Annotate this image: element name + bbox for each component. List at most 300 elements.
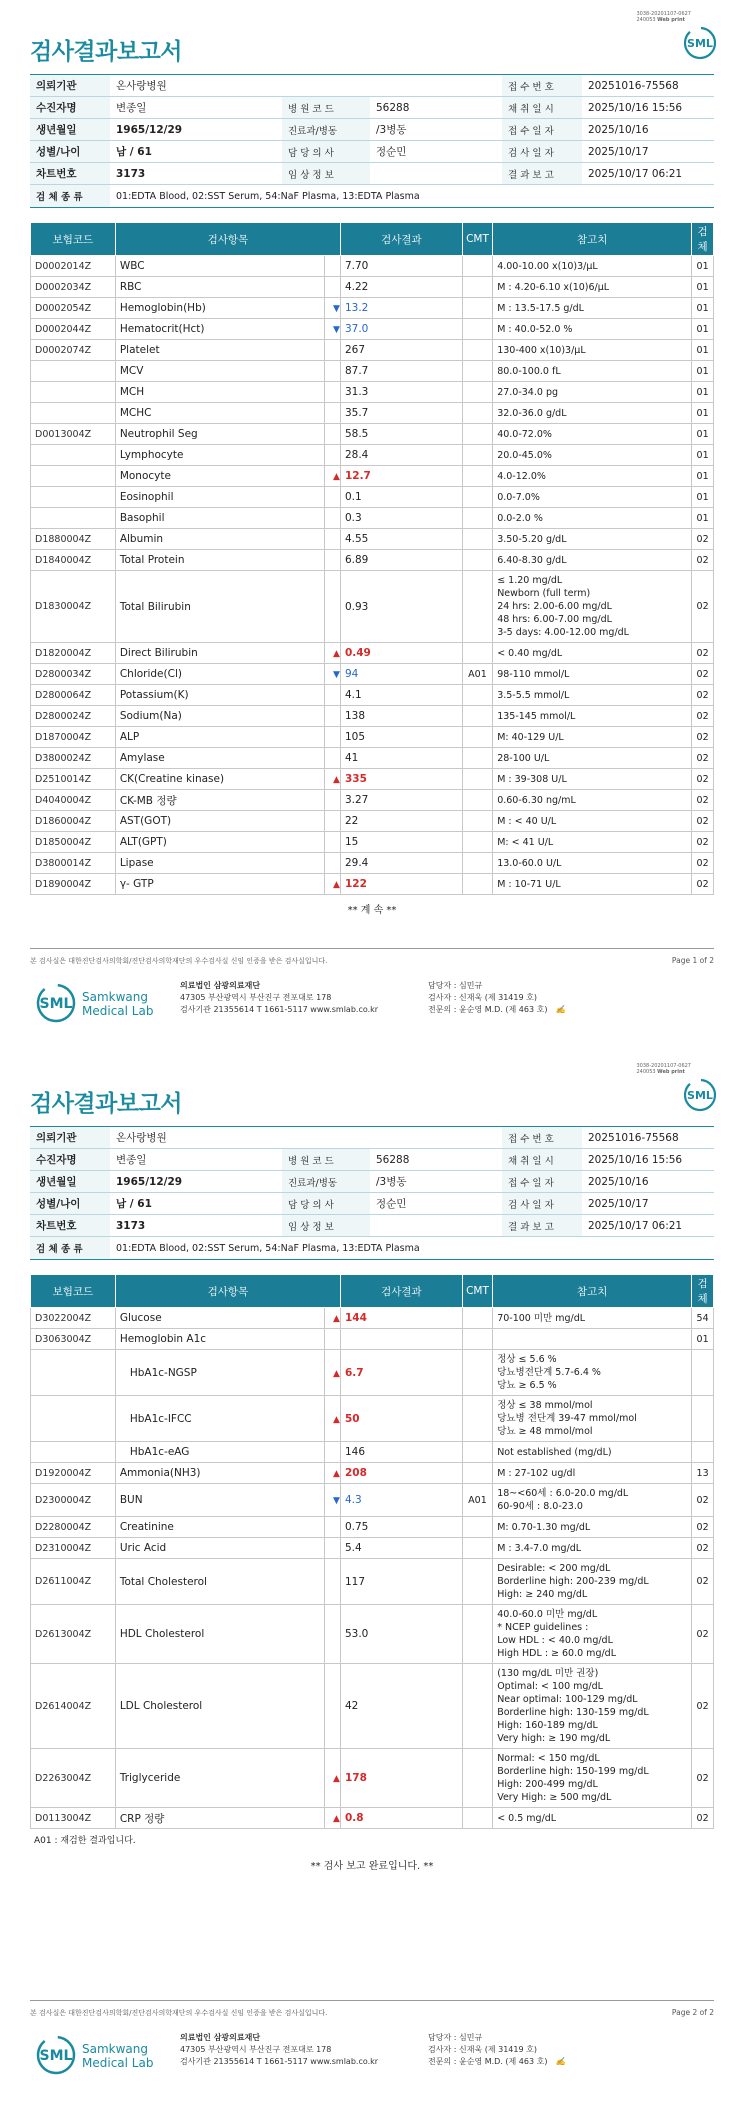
exam-date-label: 검 사 일 자: [502, 1193, 582, 1215]
table-header-row: [31, 1275, 714, 1308]
flag-cell: [324, 1605, 340, 1664]
test-item: Basophil: [115, 508, 324, 529]
flag-cell: [324, 706, 340, 727]
table-row: [31, 340, 714, 361]
footer-address-line: 47305 부산광역시 부산진구 전포대로 178: [180, 2045, 332, 2054]
print-meta: [636, 1063, 691, 1075]
flag-cell: [324, 424, 340, 445]
flag-cell: [324, 571, 340, 643]
institution-value: 온사랑병원: [110, 1127, 502, 1149]
test-item: WBC: [115, 256, 324, 277]
specimen-code: [692, 1396, 714, 1442]
specimen-code: 01: [692, 382, 714, 403]
table-row: [31, 466, 714, 487]
test-item: Direct Bilirubin: [115, 643, 324, 664]
specimen-code: 02: [692, 769, 714, 790]
header-specimen: 검체: [692, 1275, 714, 1308]
specimen-label: 검 체 종 류: [30, 1237, 110, 1260]
reference-range: [493, 1308, 692, 1329]
test-item: Lymphocyte: [115, 445, 324, 466]
insurance-code: D3063004Z: [31, 1329, 116, 1350]
test-item: Eosinophil: [115, 487, 324, 508]
low-flag-icon: ▼: [324, 319, 340, 340]
table-row: [31, 1749, 714, 1808]
insurance-code: D0113004Z: [31, 1808, 116, 1829]
reference-range: [493, 487, 692, 508]
clinical-value: [370, 1215, 502, 1237]
sex-age-label: 성별/나이: [30, 141, 110, 163]
reference-line: Optimal: < 100 mg/dL: [497, 1681, 603, 1692]
cmt-code: [462, 340, 492, 361]
insurance-code: D3022004Z: [31, 1308, 116, 1329]
samkwang-logo: [36, 2032, 196, 2078]
sex-age-value: 남 / 61: [110, 1193, 282, 1215]
footer-divider: [30, 948, 714, 949]
reference-line: M : 10-71 U/L: [497, 878, 561, 890]
table-row: [31, 874, 714, 895]
institution-value: 온사랑병원: [110, 75, 502, 97]
test-result: 208: [340, 1463, 462, 1484]
collect-value: 2025/10/16 15:56: [582, 1149, 714, 1171]
table-row: [31, 487, 714, 508]
chart-label: 차트번호: [30, 1215, 110, 1237]
cmt-code: [462, 769, 492, 790]
specimen-code: 02: [692, 685, 714, 706]
specimen-code: 02: [692, 1538, 714, 1559]
reference-range: [493, 403, 692, 424]
table-row: [31, 1808, 714, 1829]
flag-cell: [324, 382, 340, 403]
name-label: 수진자명: [30, 1149, 110, 1171]
header-item: 검사항목: [115, 1275, 340, 1308]
reference-range: [493, 874, 692, 895]
test-item: HbA1c-IFCC: [115, 1396, 324, 1442]
reference-line: < 0.40 mg/dL: [497, 647, 563, 659]
test-item: Monocyte: [115, 466, 324, 487]
test-result: 138: [340, 706, 462, 727]
table-row: [31, 319, 714, 340]
reference-line: M : 4.20-6.10 x(10)6/μL: [497, 281, 610, 293]
table-row: [31, 1308, 714, 1329]
cmt-code: [462, 1808, 492, 1829]
test-result: 4.55: [340, 529, 462, 550]
specimen-code: 02: [692, 1808, 714, 1829]
specimen-code: 01: [692, 424, 714, 445]
reference-line: 98-110 mmol/L: [497, 668, 570, 680]
reference-line: ≤ 1.20 mg/dL: [497, 575, 563, 586]
reference-line: 32.0-36.0 g/dL: [497, 407, 567, 419]
reference-line: Near optimal: 100-129 mg/dL: [497, 1694, 638, 1705]
header-cmt: CMT: [462, 1275, 492, 1308]
reference-line: 135-145 mmol/L: [497, 710, 576, 722]
test-result: 42: [340, 1664, 462, 1749]
reference-line: 40.0-72.0%: [497, 428, 552, 440]
reference-range: [493, 466, 692, 487]
reference-line: Newborn (full term): [497, 588, 591, 599]
dob-label: 생년월일: [30, 119, 110, 141]
reference-line: (130 mg/dL 미만 권장): [497, 1668, 599, 1679]
header-cmt: CMT: [462, 223, 492, 256]
test-item: ALP: [115, 727, 324, 748]
insurance-code: D0002074Z: [31, 340, 116, 361]
cmt-code: A01: [462, 664, 492, 685]
report-label: 결 과 보 고: [502, 163, 582, 185]
test-result: 28.4: [340, 445, 462, 466]
reference-line: M : 13.5-17.5 g/dL: [497, 302, 584, 314]
header-item: 검사항목: [115, 223, 340, 256]
flag-cell: [324, 256, 340, 277]
header-ref: 참고치: [493, 1275, 692, 1308]
reference-line: 28-100 U/L: [497, 752, 550, 764]
insurance-code: D1920004Z: [31, 1463, 116, 1484]
collect-label: 채 취 일 시: [502, 1149, 582, 1171]
test-item: Albumin: [115, 529, 324, 550]
reference-line: 정상 ≤ 38 mmol/mol: [497, 1400, 593, 1411]
table-row: [31, 832, 714, 853]
reference-range: [493, 319, 692, 340]
test-item: Uric Acid: [115, 1538, 324, 1559]
reference-range: [493, 445, 692, 466]
insurance-code: D1840004Z: [31, 550, 116, 571]
test-result: 6.89: [340, 550, 462, 571]
test-item: Total Cholesterol: [115, 1559, 324, 1605]
reference-range: [493, 1517, 692, 1538]
high-flag-icon: ▲: [324, 1463, 340, 1484]
reference-line: 20.0-45.0%: [497, 449, 552, 461]
footer-signers: [428, 2032, 565, 2068]
dept-value: /3병동: [370, 1171, 502, 1193]
high-flag-icon: ▲: [324, 874, 340, 895]
logo-line-2: Medical Lab: [82, 2056, 154, 2070]
reference-line: 3-5 days: 4.00-12.00 mg/dL: [497, 627, 629, 638]
flag-cell: [324, 1329, 340, 1350]
reference-line: 4.00-10.00 x(10)3/μL: [497, 260, 598, 272]
doctor-value: 정순민: [370, 1193, 502, 1215]
test-item: RBC: [115, 277, 324, 298]
report-value: 2025/10/17 06:21: [582, 163, 714, 185]
reference-line: 0.0-7.0%: [497, 491, 540, 503]
report-title: 검사결과보고서: [30, 1091, 183, 1117]
specimen-code: 02: [692, 1484, 714, 1517]
test-result: 4.3: [340, 1484, 462, 1517]
insurance-code: D2800024Z: [31, 706, 116, 727]
test-result: 94: [340, 664, 462, 685]
reference-range: [493, 1559, 692, 1605]
receipt-date-value: 2025/10/16: [582, 1171, 714, 1193]
reference-line: Low HDL : < 40.0 mg/dL: [497, 1635, 613, 1646]
table-row: [31, 1463, 714, 1484]
insurance-code: D1830004Z: [31, 571, 116, 643]
flag-cell: [324, 361, 340, 382]
high-flag-icon: ▲: [324, 466, 340, 487]
results-table-page-2: [30, 1274, 714, 1829]
cmt-code: [462, 643, 492, 664]
institution-label: 의뢰기관: [30, 75, 110, 97]
test-item: Triglyceride: [115, 1749, 324, 1808]
insurance-code: [31, 466, 116, 487]
header-code: 보험코드: [31, 1275, 116, 1308]
specimen-code: 02: [692, 811, 714, 832]
sex-age-value: 남 / 61: [110, 141, 282, 163]
reference-range: [493, 853, 692, 874]
results-table-page-1: [30, 222, 714, 895]
specimen-code: 02: [692, 1559, 714, 1605]
reference-line: 24 hrs: 2.00-6.00 mg/dL: [497, 601, 612, 612]
table-row: [31, 1517, 714, 1538]
insurance-code: D2263004Z: [31, 1749, 116, 1808]
sml-logo-icon: [683, 26, 717, 60]
flag-cell: [324, 832, 340, 853]
samkwang-logo: [36, 980, 196, 1026]
test-item: γ- GTP: [115, 874, 324, 895]
test-item: Neutrophil Seg: [115, 424, 324, 445]
collect-value: 2025/10/16 15:56: [582, 97, 714, 119]
cmt-code: A01: [462, 1484, 492, 1517]
table-row: [31, 853, 714, 874]
reference-line: Not established (mg/dL): [497, 1446, 612, 1458]
reference-line: 27.0-34.0 pg: [497, 386, 559, 398]
receipt-no-label: 접 수 번 호: [502, 75, 582, 97]
test-result: 146: [340, 1442, 462, 1463]
page-2: [0, 1052, 744, 2104]
specimen-label: 검 체 종 류: [30, 185, 110, 208]
cmt-code: [462, 706, 492, 727]
cmt-code: [462, 550, 492, 571]
reference-line: 4.0-12.0%: [497, 470, 546, 482]
continue-notice: ** 계 속 **: [347, 905, 397, 916]
reference-line: < 0.5 mg/dL: [497, 1812, 557, 1824]
test-result: 6.7: [340, 1350, 462, 1396]
specimen-code: 02: [692, 1605, 714, 1664]
name-value: 변종일: [110, 97, 282, 119]
reference-range: [493, 1329, 692, 1350]
test-result: 37.0: [340, 319, 462, 340]
cmt-code: [462, 403, 492, 424]
flag-cell: [324, 508, 340, 529]
cmt-code: [462, 424, 492, 445]
table-row: [31, 256, 714, 277]
specimen-code: 02: [692, 1664, 714, 1749]
cmt-code: [462, 1605, 492, 1664]
test-item: Amylase: [115, 748, 324, 769]
reference-range: [493, 832, 692, 853]
print-meta-id: 3038-20201107-0627: [636, 1063, 691, 1069]
specimen-code: 01: [692, 508, 714, 529]
exam-date-value: 2025/10/17: [582, 1193, 714, 1215]
reference-line: Very High: ≥ 500 mg/dL: [497, 1792, 612, 1803]
svg-text:SML: SML: [39, 996, 73, 1012]
cmt-code: [462, 1664, 492, 1749]
footer-address-line: 47305 부산광역시 부산진구 전포대로 178: [180, 993, 332, 1002]
insurance-code: D3800014Z: [31, 853, 116, 874]
specimen-code: 02: [692, 571, 714, 643]
table-row: [31, 706, 714, 727]
test-item: Platelet: [115, 340, 324, 361]
reference-line: 80.0-100.0 fL: [497, 365, 561, 377]
header-specimen: 검체: [692, 223, 714, 256]
specialist-value: 윤순영 M.D. (제 463 호): [458, 1005, 548, 1014]
signature-mark: ✍: [555, 2057, 566, 2066]
test-result: 4.22: [340, 277, 462, 298]
header-code: 보험코드: [31, 223, 116, 256]
print-label: Web print: [657, 17, 685, 23]
table-row: [31, 1605, 714, 1664]
test-result: 105: [340, 727, 462, 748]
insurance-code: D2800034Z: [31, 664, 116, 685]
table-row: [31, 1329, 714, 1350]
name-value: 변종일: [110, 1149, 282, 1171]
test-result: 178: [340, 1749, 462, 1808]
print-label: Web print: [657, 1069, 685, 1075]
test-item: Lipase: [115, 853, 324, 874]
specialist-label: 전문의 :: [428, 1005, 457, 1014]
hospital-code-label: 병 원 코 드: [282, 97, 370, 119]
reference-line: 당뇨 ≥ 6.5 %: [497, 1380, 557, 1391]
high-flag-icon: ▲: [324, 1808, 340, 1829]
receipt-date-label: 접 수 일 자: [502, 119, 582, 141]
test-item: Total Bilirubin: [115, 571, 324, 643]
table-row: [31, 298, 714, 319]
reference-range: [493, 769, 692, 790]
flag-cell: [324, 487, 340, 508]
print-meta-code: 240053: [636, 17, 656, 23]
receipt-date-label: 접 수 일 자: [502, 1171, 582, 1193]
specimen-code: 02: [692, 727, 714, 748]
table-row: [31, 1442, 714, 1463]
test-result: 0.49: [340, 643, 462, 664]
reference-line: M: 0.70-1.30 mg/dL: [497, 1521, 591, 1533]
cmt-code: [462, 445, 492, 466]
cmt-code: [462, 853, 492, 874]
svg-text:SML: SML: [39, 2048, 73, 2064]
table-row: [31, 769, 714, 790]
table-row: [31, 1538, 714, 1559]
table-row: [31, 1484, 714, 1517]
flag-cell: [324, 790, 340, 811]
test-result: 144: [340, 1308, 462, 1329]
insurance-code: D0002034Z: [31, 277, 116, 298]
reference-line: M : 27-102 ug/dl: [497, 1467, 576, 1479]
cmt-code: [462, 487, 492, 508]
reference-range: [493, 1538, 692, 1559]
footer-address: [180, 980, 378, 1016]
insurance-code: D1890004Z: [31, 874, 116, 895]
dept-value: /3병동: [370, 119, 502, 141]
flag-cell: [324, 685, 340, 706]
test-result: 87.7: [340, 361, 462, 382]
logo-line-1: Samkwang: [82, 2042, 148, 2056]
reference-line: 당뇨 ≥ 48 mmol/mol: [497, 1426, 593, 1437]
reference-range: [493, 1808, 692, 1829]
cmt-code: [462, 466, 492, 487]
specimen-value: 01:EDTA Blood, 02:SST Serum, 54:NaF Plasma, 13:EDTA Plasma: [110, 185, 714, 208]
test-result: 0.75: [340, 1517, 462, 1538]
test-result: 3.27: [340, 790, 462, 811]
sml-logo-text: SML: [687, 1089, 713, 1102]
specimen-code: 01: [692, 319, 714, 340]
dob-label: 생년월일: [30, 1171, 110, 1193]
reference-range: [493, 571, 692, 643]
reference-line: Normal: < 150 mg/dL: [497, 1753, 600, 1764]
insurance-code: [31, 1350, 116, 1396]
test-item: BUN: [115, 1484, 324, 1517]
institution-label: 의뢰기관: [30, 1127, 110, 1149]
dept-label: 진료과/병동: [282, 1171, 370, 1193]
flag-cell: [324, 277, 340, 298]
table-row: [31, 424, 714, 445]
footer-contact: 검사기관 21355614 T 1661-5117 www.smlab.co.kr: [180, 1005, 379, 1014]
manager-value: 심민규: [458, 981, 483, 990]
reference-range: [493, 1442, 692, 1463]
report-value: 2025/10/17 06:21: [582, 1215, 714, 1237]
reference-line: 당뇨병전단계 5.7-6.4 %: [497, 1367, 601, 1378]
manager-label: 담당자 :: [428, 981, 457, 990]
test-result: 267: [340, 340, 462, 361]
flag-cell: [324, 1559, 340, 1605]
reference-range: [493, 340, 692, 361]
print-meta-id: 3038-20201107-0627: [636, 11, 691, 17]
flag-cell: [324, 1538, 340, 1559]
specimen-code: 01: [692, 466, 714, 487]
low-flag-icon: ▼: [324, 664, 340, 685]
test-result: 4.1: [340, 685, 462, 706]
cmt-code: [462, 361, 492, 382]
cmt-code: [462, 1463, 492, 1484]
patient-info-table: [30, 1126, 714, 1260]
insurance-code: D2280004Z: [31, 1517, 116, 1538]
specimen-code: [692, 1442, 714, 1463]
reference-line: Borderline high: 130-159 mg/dL: [497, 1707, 649, 1718]
footer-signers: [428, 980, 565, 1016]
specimen-code: 01: [692, 1329, 714, 1350]
insurance-code: D2800064Z: [31, 685, 116, 706]
reference-range: [493, 685, 692, 706]
test-item: Chloride(Cl): [115, 664, 324, 685]
reference-line: 13.0-60.0 U/L: [497, 857, 562, 869]
test-result: [340, 1329, 462, 1350]
flag-cell: [324, 727, 340, 748]
high-flag-icon: ▲: [324, 643, 340, 664]
table-row: [31, 571, 714, 643]
cmt-code: [462, 1396, 492, 1442]
flag-cell: [324, 748, 340, 769]
table-row: [31, 685, 714, 706]
certification-text: 본 검사실은 대한진단검사의학회/진단검사의학재단의 우수검사실 신임 인증을 받은 검사실입니다.: [30, 2009, 328, 2017]
insurance-code: D2310004Z: [31, 1538, 116, 1559]
test-result: 41: [340, 748, 462, 769]
cmt-code: [462, 529, 492, 550]
reference-line: High: ≥ 240 mg/dL: [497, 1589, 588, 1600]
exam-date-label: 검 사 일 자: [502, 141, 582, 163]
insurance-code: D0002054Z: [31, 298, 116, 319]
test-result: 122: [340, 874, 462, 895]
samkwang-logo-icon: [36, 2032, 186, 2078]
chart-label: 차트번호: [30, 163, 110, 185]
reference-range: [493, 748, 692, 769]
doctor-label: 담 당 의 사: [282, 141, 370, 163]
print-meta: [636, 11, 691, 23]
cmt-code: [462, 1749, 492, 1808]
receipt-no-value: 20251016-75568: [582, 75, 714, 97]
reference-line: 60-90세 : 8.0-23.0: [497, 1501, 583, 1512]
specimen-code: 01: [692, 487, 714, 508]
reference-range: [493, 550, 692, 571]
test-item: HDL Cholesterol: [115, 1605, 324, 1664]
doctor-value: 정순민: [370, 141, 502, 163]
cmt-code: [462, 685, 492, 706]
reference-line: 40.0-60.0 미만 mg/dL: [497, 1609, 598, 1620]
insurance-code: D2613004Z: [31, 1605, 116, 1664]
